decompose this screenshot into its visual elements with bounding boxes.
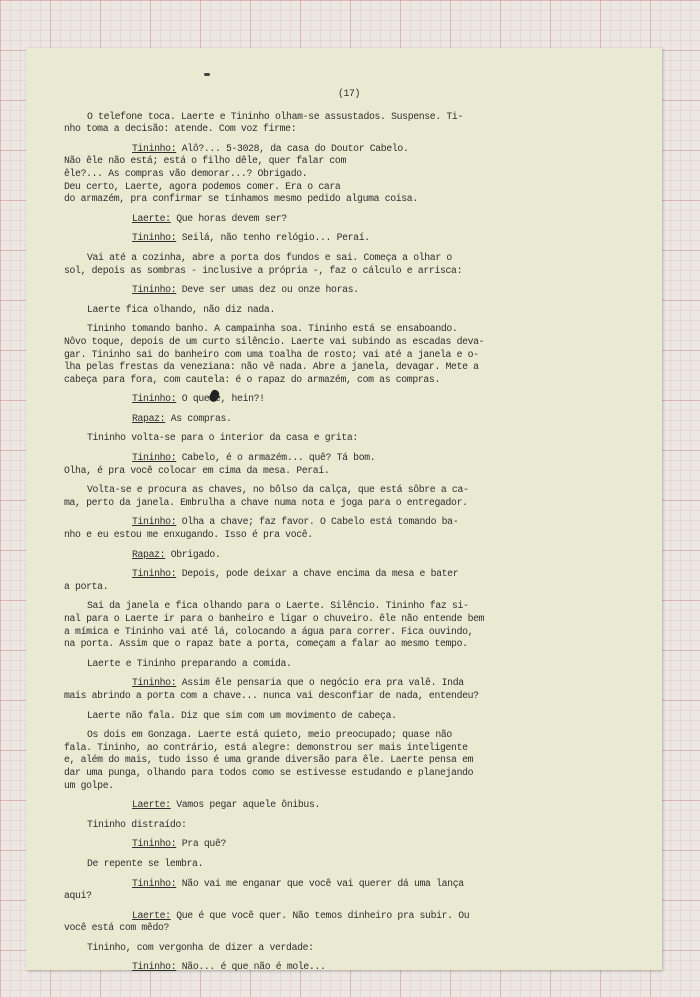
dialogue-line	[64, 413, 634, 426]
speaker-name: Tininho:	[132, 393, 177, 405]
dialogue-text: Que é que você quer. Não temos dinheiro pra subir. Ou você está com mêdo?	[64, 909, 470, 934]
dialogue-line	[64, 393, 634, 406]
dialogue-text: Obrigado.	[165, 548, 221, 560]
dialogue-line	[64, 961, 634, 974]
dialogue-line	[64, 677, 634, 702]
speaker-name: Rapaz:	[132, 548, 166, 560]
stage-direction: O telefone toca. Laerte e Tininho olham-se assustados. Suspense. Ti- nho toma a decisão: atende. Com voz firme:	[64, 110, 463, 135]
dialogue-text: Deve ser umas dez ou onze horas.	[176, 284, 359, 296]
dialogue-line	[64, 878, 634, 903]
dialogue-line	[64, 213, 634, 226]
speaker-name: Rapaz:	[132, 412, 166, 424]
dialogue-text: Cabelo, é o armazém... quê? Tá bom. Olha, é pra você colocar em cima da mesa. Peraí.	[64, 452, 376, 476]
dialogue-text: Alô?... 5-3028, da casa do Doutor Cabelo. Não êle não está; está o filho dêle, quer falar com êle?... As compras vão demorar...? Obrigado. Deu certo, Laerte, agora podemos comer. Era o cara do armazém, pra confirmar se tínhamos mesmo pedido alguma coisa.	[64, 142, 418, 205]
dialogue-line	[64, 284, 634, 297]
dialogue-text: Seilá, não tenho relógio... Peraí.	[176, 232, 370, 244]
stage-direction: Os dois em Gonzaga. Laerte está quieto, meio preocupado; quase não fala. Tininho, ao contrário, está alegre: demonstrou ser mais inteligente e, além do mais, tudo isso é uma grande diversão para êle. Laerte pensa em dar uma punga, olhando para todos como se estivesse estudando e planejando um golpe.	[64, 729, 474, 791]
stage-direction: De repente se lembra.	[87, 857, 204, 869]
stage-direction: Laerte fica olhando, não diz nada.	[87, 303, 275, 315]
dialogue-text: Pra quê?	[176, 838, 226, 850]
speaker-name: Laerte:	[132, 909, 171, 921]
stage-direction: Tininho distraído:	[87, 818, 187, 830]
dialogue-text: Olha a chave; faz favor. O Cabelo está tomando ba- nho e eu estou me enxugando. Isso é pra você.	[64, 516, 459, 541]
speaker-name: Tininho:	[132, 961, 177, 973]
dialogue-text: Depois, pode deixar a chave encima da mesa e bater a porta.	[64, 568, 459, 592]
dialogue-line	[64, 838, 634, 851]
dialogue-text: Vamos pegar aquele ônibus.	[170, 799, 321, 811]
speaker-name: Laerte:	[132, 212, 171, 224]
speaker-name: Tininho:	[132, 568, 177, 580]
dialogue-text: As compras.	[165, 412, 232, 424]
speaker-name: Tininho:	[132, 677, 177, 689]
document-page	[26, 48, 662, 973]
dialogue-line	[64, 549, 634, 562]
ink-mark	[204, 73, 210, 76]
speaker-name: Tininho:	[132, 232, 177, 244]
dialogue-text: Que horas devem ser?	[170, 212, 287, 224]
stage-direction: Volta-se e procura as chaves, no bôlso da calça, que está sôbre a ca- ma, perto da janela. Embrulha a chave numa nota e joga para o entregador.	[64, 484, 469, 508]
stage-direction: Tininho tomando banho. A campainha soa. Tininho está se ensaboando. Nôvo toque, depois de um curto silêncio. Laerte vai subindo as escadas deva- gar. Tininho sai do banheiro com uma toalha de rosto; vai até a janela e o- lha pelas frestas da veneziana: não vê nada. Abre a janela, devagar. Mete a cabeça para fora, com cautela: é o rapaz do armazém, com as compras.	[64, 323, 485, 385]
speaker-name: Tininho:	[132, 452, 177, 464]
speaker-name: Tininho:	[132, 142, 177, 154]
page-number: (17)	[337, 88, 361, 99]
dialogue-text: Assim êle pensaria que o negócio era pra valê. Inda mais abrindo a porta com a chave... nunca vai desconfiar de nada, entendeu?	[64, 677, 479, 701]
dialogue-line	[64, 143, 634, 206]
dialogue-line	[64, 910, 634, 935]
stage-direction: Tininho, com vergonha de dizer a verdade:	[87, 941, 314, 953]
dialogue-text: Não... é que não é mole...	[176, 961, 326, 973]
stage-direction: Laerte não fala. Diz que sim com um movimento de cabeça.	[87, 709, 397, 721]
speaker-name: Tininho:	[132, 516, 177, 528]
speaker-name: Tininho:	[132, 284, 177, 296]
speaker-name: Tininho:	[132, 877, 177, 889]
speaker-name: Laerte:	[132, 799, 171, 811]
dialogue-line	[64, 568, 634, 593]
dialogue-text: Não vai me enganar que você vai querer dá uma lança aqui?	[64, 877, 464, 902]
stage-direction: Laerte e Tininho preparando a comida.	[87, 657, 292, 669]
stage-direction: Tininho volta-se para o interior da casa e grita:	[87, 432, 358, 444]
dialogue-line	[64, 799, 634, 812]
typewritten-text	[64, 88, 634, 981]
dialogue-line	[64, 516, 634, 541]
dialogue-line	[64, 452, 634, 477]
stage-direction: Sai da janela e fica olhando para o Laerte. Silêncio. Tininho faz si- nal para o Laerte ir para o banheiro e ligar o chuveiro. êle não entende bem a mímica e Tininho vai até lá, colocando a água para correr. Fica ouvindo, na porta. Assim que o rapaz bate a porta, começam a falar ao mesmo tempo.	[64, 600, 485, 650]
stage-direction: Vai até a cozinha, abre a porta dos fundos e sai. Começa a olhar o sol, depois as sombras - inclusive a própria -, faz o cálculo e arrisca:	[64, 251, 463, 276]
dialogue-text: O que é, hein?!	[176, 393, 265, 405]
speaker-name: Tininho:	[132, 838, 177, 850]
dialogue-line	[64, 232, 634, 245]
